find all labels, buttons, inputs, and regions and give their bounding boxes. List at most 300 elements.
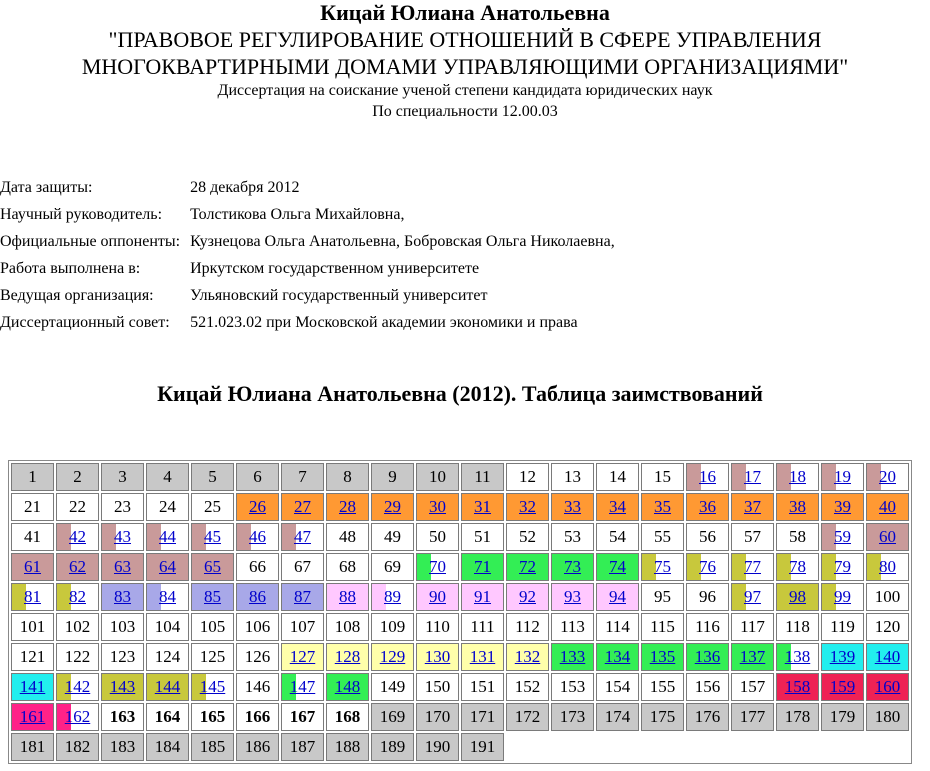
page-cell[interactable] <box>641 493 684 521</box>
page-cell[interactable] <box>146 553 189 581</box>
page-cell[interactable] <box>731 553 774 581</box>
page-cell <box>596 523 639 551</box>
page-number: 6 <box>253 467 262 486</box>
page-cell[interactable] <box>506 553 549 581</box>
page-cell[interactable] <box>866 643 909 671</box>
info-label: Работа выполнена в: <box>0 259 141 277</box>
page-link[interactable]: 139 <box>829 647 856 666</box>
page-cell <box>866 613 909 641</box>
page-cell[interactable] <box>371 583 414 611</box>
page-cell <box>326 703 369 731</box>
page-cell[interactable] <box>191 553 234 581</box>
page-cell <box>731 613 774 641</box>
page-cell[interactable] <box>326 493 369 521</box>
page-cell <box>11 493 54 521</box>
page-link[interactable]: 127 <box>289 647 316 666</box>
page-cell[interactable] <box>461 553 504 581</box>
page-cell[interactable] <box>191 673 234 701</box>
info-value: 28 декабря 2012 <box>190 178 300 196</box>
table-row <box>10 522 910 552</box>
page-link[interactable]: 148 <box>334 677 361 696</box>
page-cell <box>641 583 684 611</box>
page-link[interactable]: 64 <box>159 557 176 576</box>
page-cell[interactable] <box>866 523 909 551</box>
page-cell <box>281 553 324 581</box>
page-cell <box>101 643 144 671</box>
page-link[interactable]: 27 <box>294 497 311 516</box>
page-cell[interactable] <box>191 523 234 551</box>
page-cell[interactable] <box>506 643 549 671</box>
page-link[interactable]: 160 <box>874 677 901 696</box>
page-cell <box>641 523 684 551</box>
page-number: 154 <box>604 677 631 696</box>
page-link[interactable]: 72 <box>519 557 536 576</box>
page-number: 123 <box>109 647 136 666</box>
page-number: 163 <box>109 707 136 726</box>
page-link[interactable]: 132 <box>514 647 541 666</box>
info-label: Диссертационный совет: <box>0 313 170 331</box>
page-number: 4 <box>163 467 172 486</box>
page-cell[interactable] <box>416 583 459 611</box>
page-link[interactable]: 142 <box>64 677 91 696</box>
page-cell <box>236 643 279 671</box>
page-number: 151 <box>469 677 496 696</box>
page-cell <box>236 463 279 491</box>
page-cell[interactable] <box>281 673 324 701</box>
page-cell[interactable] <box>551 643 594 671</box>
page-number: 95 <box>654 587 671 606</box>
page-cell[interactable] <box>731 643 774 671</box>
page-cell[interactable] <box>56 583 99 611</box>
page-link[interactable]: 161 <box>19 707 46 726</box>
page-link[interactable]: 81 <box>24 587 41 606</box>
page-cell[interactable] <box>596 553 639 581</box>
info-label: Научный руководитель: <box>0 205 163 223</box>
page-link[interactable]: 46 <box>249 527 266 546</box>
page-cell <box>56 613 99 641</box>
page-link[interactable]: 93 <box>564 587 581 606</box>
page-number: 66 <box>249 557 266 576</box>
page-link[interactable]: 162 <box>64 707 91 726</box>
page-link[interactable]: 82 <box>69 587 86 606</box>
page-cell <box>596 703 639 731</box>
page-link[interactable]: 79 <box>834 557 851 576</box>
page-link[interactable]: 87 <box>294 587 311 606</box>
page-cell[interactable] <box>56 703 99 731</box>
page-number: 24 <box>159 497 176 516</box>
page-cell <box>56 493 99 521</box>
page-number: 52 <box>519 527 536 546</box>
page-cell[interactable] <box>866 553 909 581</box>
page-cell[interactable] <box>461 643 504 671</box>
page-cell[interactable] <box>641 643 684 671</box>
page-link[interactable]: 30 <box>429 497 446 516</box>
borrowings-table-title: Кицай Юлиана Анатольевна (2012). Таблица заимствований <box>157 381 763 406</box>
dissertation-title-line2: МНОГОКВАРТИРНЫМИ ДОМАМИ УПРАВЛЯЮЩИМИ ОРГАНИЗАЦИЯМИ" <box>81 54 849 79</box>
page-link[interactable]: 70 <box>429 557 446 576</box>
page-number: 184 <box>154 737 181 756</box>
page-number: 101 <box>19 617 46 636</box>
page-link[interactable]: 31 <box>474 497 491 516</box>
page-link[interactable]: 159 <box>829 677 856 696</box>
page-link[interactable]: 61 <box>24 557 41 576</box>
page-cell <box>326 463 369 491</box>
page-cell[interactable] <box>101 553 144 581</box>
page-number: 173 <box>559 707 586 726</box>
page-cell <box>416 463 459 491</box>
page-number: 164 <box>154 707 181 726</box>
page-number: 68 <box>339 557 356 576</box>
page-cell[interactable] <box>101 583 144 611</box>
page-cell[interactable] <box>56 673 99 701</box>
page-cell <box>596 673 639 701</box>
page-link[interactable]: 18 <box>789 467 806 486</box>
page-link[interactable]: 35 <box>654 497 671 516</box>
page-link[interactable]: 44 <box>159 527 176 546</box>
page-cell <box>416 703 459 731</box>
page-link[interactable]: 133 <box>559 647 586 666</box>
page-link[interactable]: 136 <box>694 647 721 666</box>
page-link[interactable]: 65 <box>204 557 221 576</box>
page-number: 12 <box>519 467 536 486</box>
page-link[interactable]: 147 <box>289 677 316 696</box>
page-cell[interactable] <box>686 553 729 581</box>
page-link[interactable]: 39 <box>834 497 851 516</box>
page-link[interactable]: 158 <box>784 677 811 696</box>
page-cell[interactable] <box>326 643 369 671</box>
page-cell <box>776 703 819 731</box>
page-number: 150 <box>424 677 451 696</box>
page-link[interactable]: 141 <box>19 677 46 696</box>
table-row <box>10 462 910 492</box>
page-link[interactable]: 131 <box>469 647 496 666</box>
page-number: 182 <box>64 737 91 756</box>
page-link[interactable]: 140 <box>874 647 901 666</box>
page-number: 120 <box>874 617 901 636</box>
page-cell[interactable] <box>281 493 324 521</box>
page-cell[interactable] <box>236 493 279 521</box>
page-cell[interactable] <box>821 493 864 521</box>
page-cell <box>686 673 729 701</box>
page-cell <box>641 463 684 491</box>
page-cell[interactable] <box>416 553 459 581</box>
page-cell <box>461 613 504 641</box>
page-number: 104 <box>154 617 181 636</box>
page-number: 54 <box>609 527 626 546</box>
info-row <box>0 228 619 255</box>
page-cell[interactable] <box>596 493 639 521</box>
page-cell[interactable] <box>101 523 144 551</box>
page-link[interactable]: 94 <box>609 587 626 606</box>
page-cell[interactable] <box>821 463 864 491</box>
page-cell[interactable] <box>11 583 54 611</box>
page-number: 22 <box>69 497 86 516</box>
page-number: 168 <box>334 707 361 726</box>
page-number: 56 <box>699 527 716 546</box>
page-cell <box>641 703 684 731</box>
page-cell <box>11 613 54 641</box>
page-cell[interactable] <box>866 463 909 491</box>
page-cell <box>731 523 774 551</box>
page-cell <box>101 613 144 641</box>
page-link[interactable]: 145 <box>199 677 226 696</box>
page-cell[interactable] <box>191 583 234 611</box>
page-cell[interactable] <box>101 673 144 701</box>
page-link[interactable]: 130 <box>424 647 451 666</box>
page-link[interactable]: 80 <box>879 557 896 576</box>
page-cell[interactable] <box>776 463 819 491</box>
page-cell[interactable] <box>146 673 189 701</box>
page-number: 15 <box>654 467 671 486</box>
page-cell[interactable] <box>551 493 594 521</box>
page-link[interactable]: 43 <box>114 527 131 546</box>
page-cell[interactable] <box>506 583 549 611</box>
page-number: 188 <box>334 737 361 756</box>
page-number: 105 <box>199 617 226 636</box>
page-link[interactable]: 71 <box>474 557 491 576</box>
page-cell[interactable] <box>776 583 819 611</box>
page-link[interactable]: 77 <box>744 557 761 576</box>
page-number: 165 <box>199 707 226 726</box>
page-link[interactable]: 38 <box>789 497 806 516</box>
page-number: 53 <box>564 527 581 546</box>
page-cell <box>866 703 909 731</box>
page-number: 176 <box>694 707 721 726</box>
table-row <box>10 612 910 642</box>
page-number: 5 <box>208 467 217 486</box>
page-cell <box>191 613 234 641</box>
page-cell[interactable] <box>371 643 414 671</box>
page-cell[interactable] <box>866 673 909 701</box>
page-number: 118 <box>785 617 810 636</box>
page-number: 181 <box>19 737 46 756</box>
page-link[interactable]: 74 <box>609 557 626 576</box>
page-link[interactable]: 45 <box>204 527 221 546</box>
page-cell <box>821 703 864 731</box>
page-link[interactable]: 28 <box>339 497 356 516</box>
page-link[interactable]: 19 <box>834 467 851 486</box>
page-cell[interactable] <box>821 643 864 671</box>
page-cell <box>416 523 459 551</box>
page-link[interactable]: 88 <box>339 587 356 606</box>
page-cell[interactable] <box>11 553 54 581</box>
page-cell <box>461 703 504 731</box>
page-link[interactable]: 86 <box>249 587 266 606</box>
page-cell <box>326 553 369 581</box>
page-number: 1 <box>28 467 37 486</box>
page-link[interactable]: 137 <box>739 647 766 666</box>
page-link[interactable]: 98 <box>789 587 806 606</box>
page-cell <box>101 463 144 491</box>
page-link[interactable]: 75 <box>654 557 671 576</box>
page-cell <box>281 703 324 731</box>
page-cell[interactable] <box>146 523 189 551</box>
page-number: 124 <box>154 647 181 666</box>
dissertation-info <box>0 174 619 336</box>
page-link[interactable]: 97 <box>744 587 761 606</box>
page-number: 102 <box>64 617 91 636</box>
page-number: 108 <box>334 617 361 636</box>
page-cell <box>551 703 594 731</box>
page-link[interactable]: 89 <box>384 587 401 606</box>
page-link[interactable]: 129 <box>379 647 406 666</box>
page-cell <box>461 673 504 701</box>
page-cell <box>551 463 594 491</box>
page-link[interactable]: 90 <box>429 587 446 606</box>
page-link[interactable]: 60 <box>879 527 896 546</box>
page-number: 113 <box>560 617 585 636</box>
page-cell[interactable] <box>146 583 189 611</box>
page-cell <box>146 463 189 491</box>
degree-line: Диссертация на соискание ученой степени кандидата юридических наук <box>217 82 713 99</box>
page-number: 186 <box>244 737 271 756</box>
page-cell[interactable] <box>236 523 279 551</box>
dissertation-header <box>0 0 930 122</box>
page-number: 58 <box>789 527 806 546</box>
page-cell <box>191 463 234 491</box>
page-link[interactable]: 144 <box>154 677 181 696</box>
page-cell[interactable] <box>56 523 99 551</box>
page-cell <box>506 673 549 701</box>
table-row <box>10 492 910 522</box>
page-number: 121 <box>19 647 46 666</box>
page-link[interactable]: 92 <box>519 587 536 606</box>
page-link[interactable]: 20 <box>879 467 896 486</box>
page-cell <box>146 613 189 641</box>
page-cell[interactable] <box>866 493 909 521</box>
page-cell[interactable] <box>326 583 369 611</box>
page-cell[interactable] <box>326 673 369 701</box>
page-cell[interactable] <box>776 643 819 671</box>
page-link[interactable]: 73 <box>564 557 581 576</box>
page-number: 185 <box>199 737 226 756</box>
page-link[interactable]: 128 <box>334 647 361 666</box>
page-cell[interactable] <box>821 583 864 611</box>
page-cell <box>371 553 414 581</box>
page-cell[interactable] <box>821 553 864 581</box>
page-link[interactable]: 91 <box>474 587 491 606</box>
page-cell[interactable] <box>776 553 819 581</box>
page-number: 55 <box>654 527 671 546</box>
page-cell[interactable] <box>596 643 639 671</box>
page-cell[interactable] <box>11 703 54 731</box>
page-cell <box>371 733 414 761</box>
page-number: 166 <box>244 707 271 726</box>
info-row <box>0 201 619 228</box>
page-number: 156 <box>694 677 721 696</box>
page-cell <box>146 733 189 761</box>
page-link[interactable]: 34 <box>609 497 626 516</box>
page-cell[interactable] <box>416 643 459 671</box>
page-number: 183 <box>109 737 136 756</box>
page-cell[interactable] <box>281 523 324 551</box>
page-cell <box>461 733 504 761</box>
page-number: 111 <box>470 617 495 636</box>
page-cell[interactable] <box>731 493 774 521</box>
page-link[interactable]: 83 <box>114 587 131 606</box>
page-cell[interactable] <box>821 673 864 701</box>
page-cell[interactable] <box>776 493 819 521</box>
page-link[interactable]: 33 <box>564 497 581 516</box>
page-link[interactable]: 63 <box>114 557 131 576</box>
page-link[interactable]: 17 <box>744 467 761 486</box>
page-number: 110 <box>425 617 450 636</box>
page-number: 48 <box>339 527 356 546</box>
page-number: 114 <box>605 617 630 636</box>
page-cell[interactable] <box>686 463 729 491</box>
page-cell[interactable] <box>11 673 54 701</box>
page-cell[interactable] <box>641 553 684 581</box>
page-cell[interactable] <box>281 643 324 671</box>
page-cell <box>101 493 144 521</box>
page-link[interactable]: 26 <box>249 497 266 516</box>
page-cell[interactable] <box>461 583 504 611</box>
info-value: Толстикова Ольга Михайловна, <box>190 205 405 223</box>
page-cell[interactable] <box>236 583 279 611</box>
page-link[interactable]: 32 <box>519 497 536 516</box>
page-cell[interactable] <box>731 583 774 611</box>
table-row <box>10 672 910 702</box>
page-cell[interactable] <box>731 463 774 491</box>
page-cell[interactable] <box>506 493 549 521</box>
page-link[interactable]: 143 <box>109 677 136 696</box>
page-cell[interactable] <box>551 553 594 581</box>
page-number: 152 <box>514 677 541 696</box>
page-link[interactable]: 62 <box>69 557 86 576</box>
page-cell[interactable] <box>416 493 459 521</box>
page-cell[interactable] <box>551 583 594 611</box>
page-cell[interactable] <box>461 493 504 521</box>
page-cell[interactable] <box>281 583 324 611</box>
page-cell <box>641 673 684 701</box>
page-cell <box>371 673 414 701</box>
page-link[interactable]: 99 <box>834 587 851 606</box>
page-number: 106 <box>244 617 271 636</box>
page-link[interactable]: 78 <box>789 557 806 576</box>
page-cell[interactable] <box>56 553 99 581</box>
page-link[interactable]: 85 <box>204 587 221 606</box>
page-link[interactable]: 16 <box>699 467 716 486</box>
page-link[interactable]: 47 <box>294 527 311 546</box>
page-number: 170 <box>424 707 451 726</box>
page-cell[interactable] <box>821 523 864 551</box>
page-cell[interactable] <box>776 673 819 701</box>
page-cell <box>821 613 864 641</box>
page-link[interactable]: 76 <box>699 557 716 576</box>
page-cell <box>101 703 144 731</box>
page-cell <box>416 673 459 701</box>
page-link[interactable]: 134 <box>604 647 631 666</box>
page-cell[interactable] <box>686 493 729 521</box>
page-cell <box>776 613 819 641</box>
page-link[interactable]: 36 <box>699 497 716 516</box>
page-link[interactable]: 37 <box>744 497 761 516</box>
page-cell[interactable] <box>596 583 639 611</box>
page-link[interactable]: 84 <box>159 587 176 606</box>
page-link[interactable]: 59 <box>834 527 851 546</box>
page-link[interactable]: 135 <box>649 647 676 666</box>
page-link[interactable]: 40 <box>879 497 896 516</box>
page-number: 174 <box>604 707 631 726</box>
page-link[interactable]: 42 <box>69 527 86 546</box>
page-cell[interactable] <box>686 643 729 671</box>
page-link[interactable]: 138 <box>784 647 811 666</box>
page-link[interactable]: 29 <box>384 497 401 516</box>
page-cell <box>506 463 549 491</box>
page-cell[interactable] <box>371 493 414 521</box>
page-number: 8 <box>343 467 352 486</box>
page-number: 13 <box>564 467 581 486</box>
